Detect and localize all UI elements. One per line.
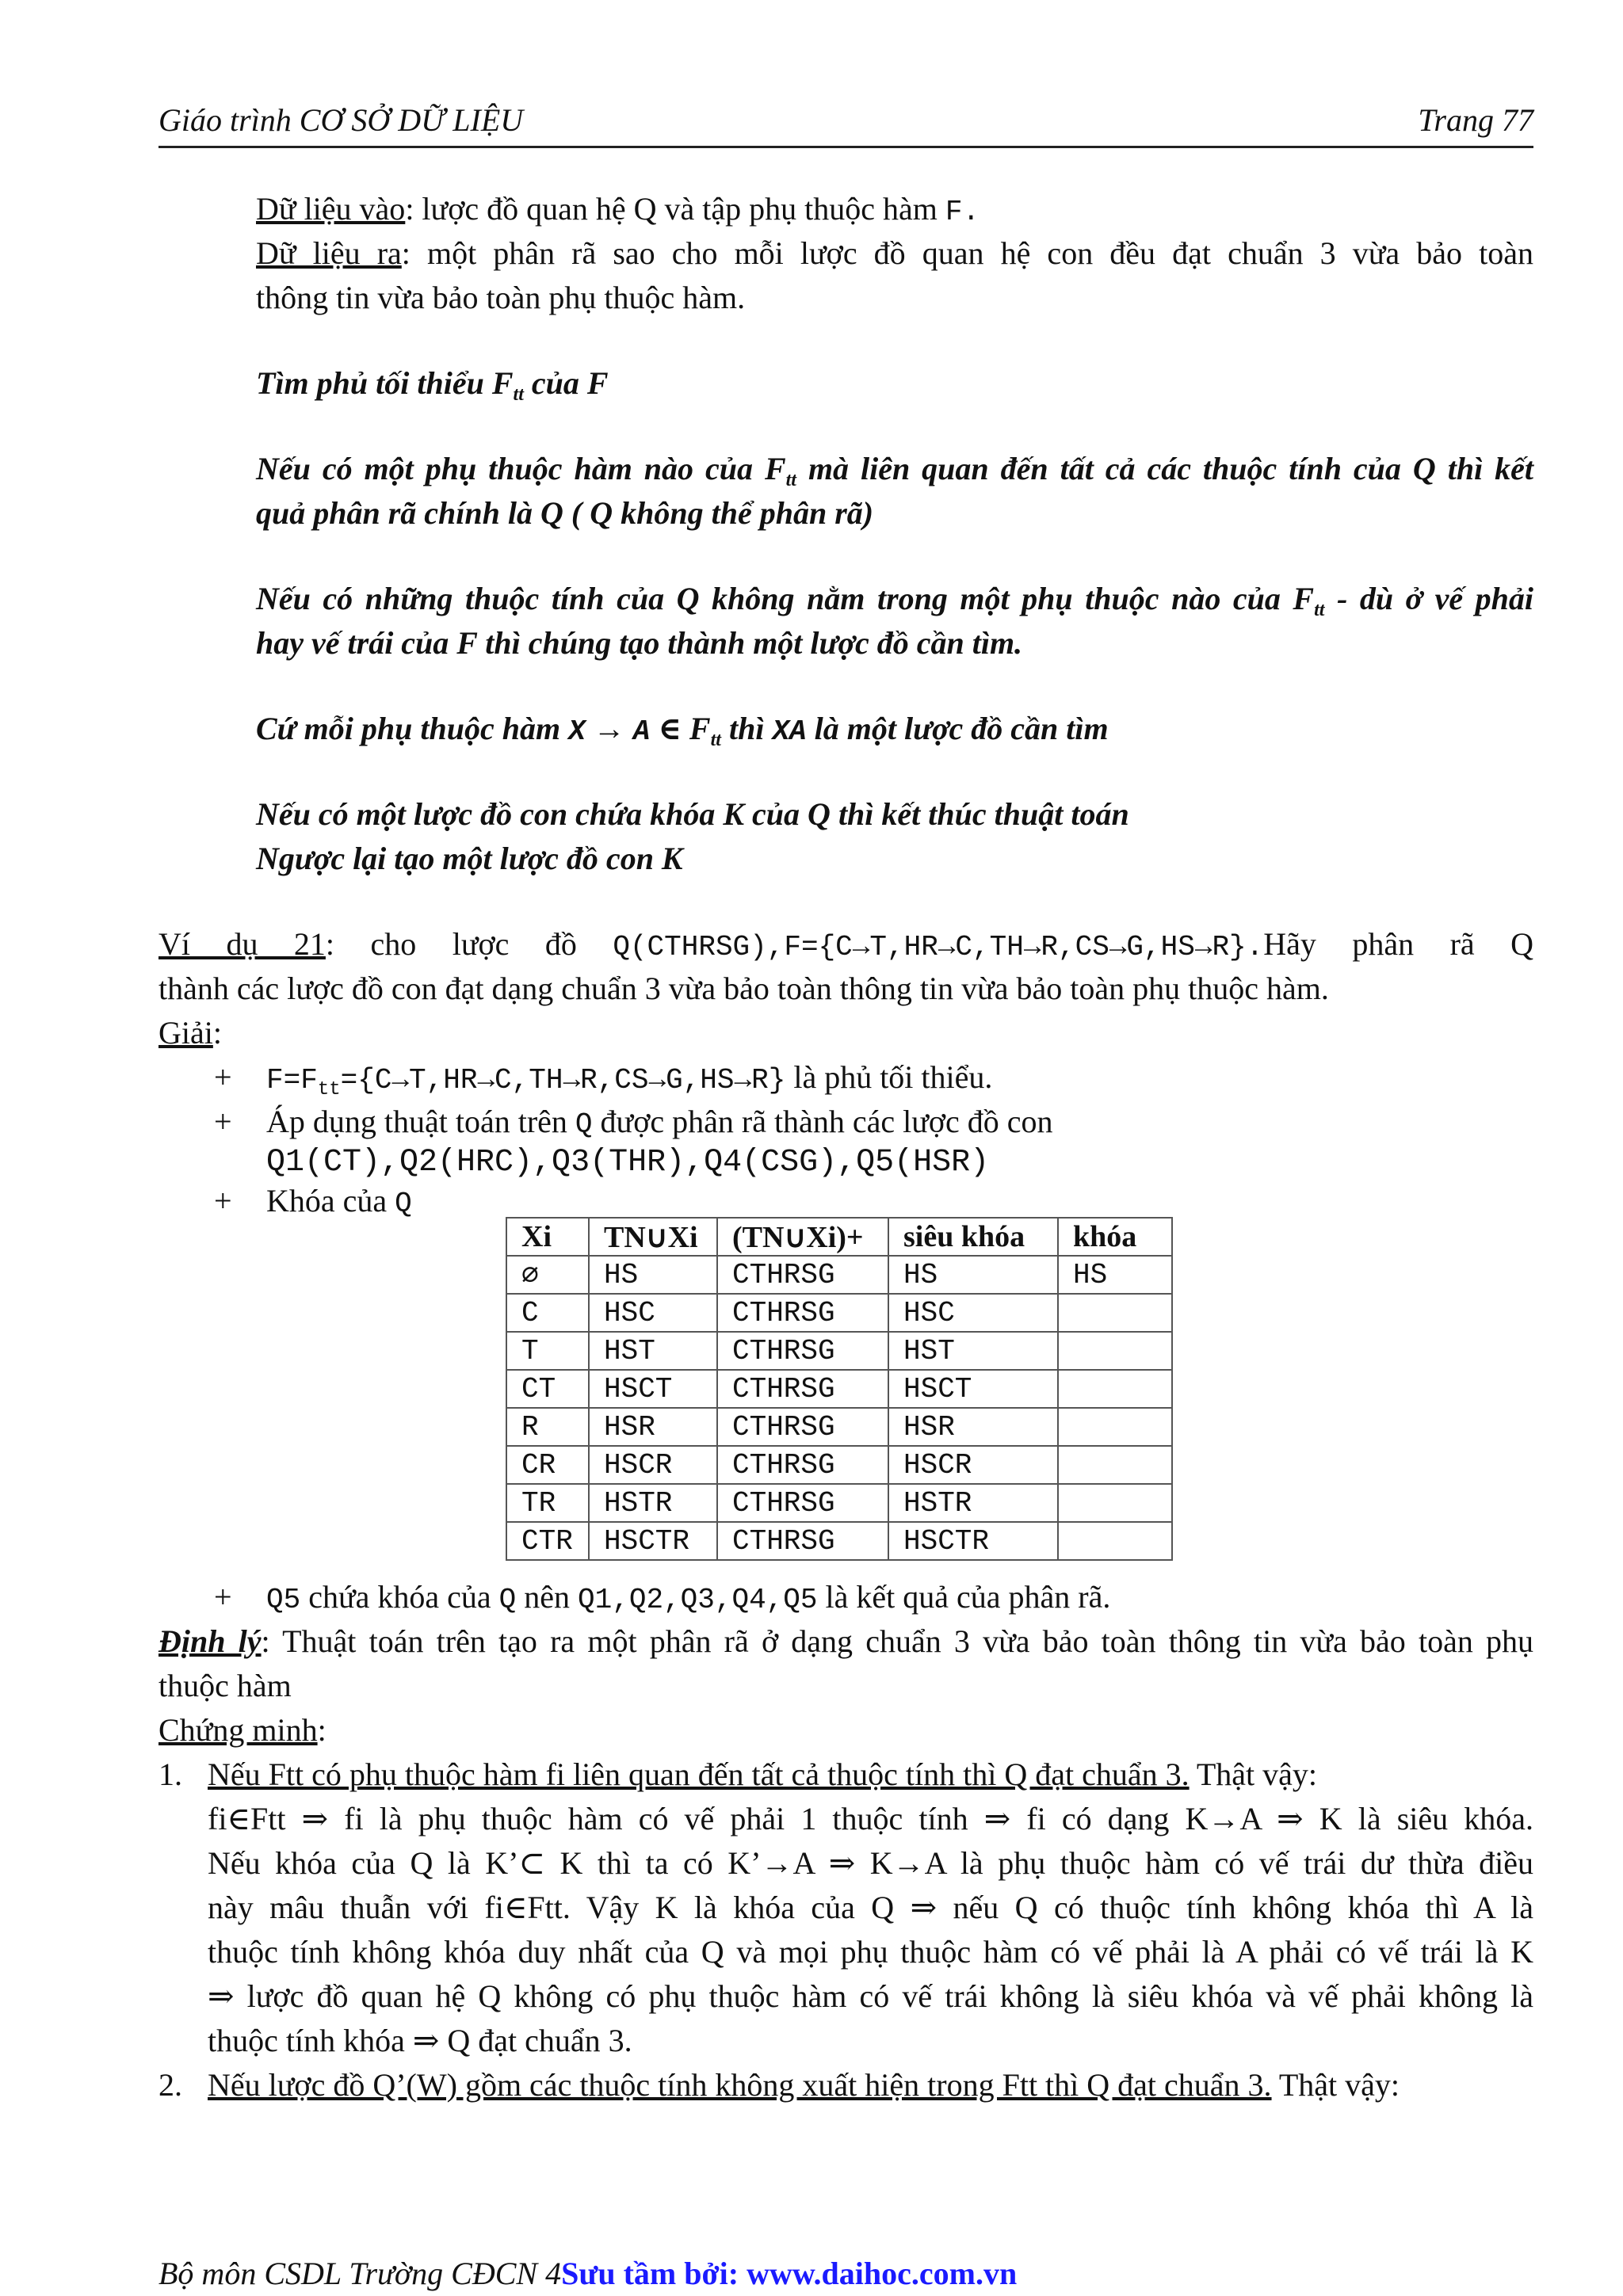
input-line	[256, 187, 1533, 235]
bullet-2-text-b: được phân rã thành các lược đồ con	[592, 1104, 1053, 1139]
cell	[1058, 1408, 1172, 1446]
proof-2-number: 2.	[158, 2067, 182, 2103]
step-2-text-b: mà liên quan đến tất cả các thuộc tính của Q thì kết	[796, 451, 1533, 486]
key-table	[506, 1217, 1173, 1561]
bullet-1	[266, 1055, 992, 1103]
example-line-2: thành các lược đồ con đạt dạng chuẩn 3 vừa bảo toàn thông tin vừa bảo toàn phụ thuộc hàm.	[158, 971, 1329, 1006]
cell: HSR	[589, 1408, 717, 1446]
table-row	[506, 1522, 1172, 1560]
bullet-3	[266, 1179, 412, 1226]
bullet-4-list: Q1,Q2,Q3,Q4,Q5	[578, 1584, 818, 1616]
proof-1-line-3: Nếu khóa của Q là K’⊂ K thì ta có K’→A ⇒ K→A là phụ thuộc hàm có vế trái dư thừa điều	[208, 1845, 1533, 1881]
solution-label: Giải	[158, 1015, 213, 1051]
cell: CR	[506, 1446, 589, 1484]
cell: HSCT	[589, 1370, 717, 1408]
step-3-line-2: hay vế trái của F thì chúng tạo thành một lược đồ cần tìm.	[256, 625, 1023, 661]
proof-1-line-6: ⇒ lược đồ quan hệ Q không có phụ thuộc hàm có vế trái không là siêu khóa và vế phải không là	[208, 1978, 1533, 2014]
step-4-text-b: thì	[720, 711, 773, 746]
page-footer	[158, 2255, 1017, 2292]
cell	[1058, 1446, 1172, 1484]
step-2-line-2: quả phân rã chính là Q ( Q không thể phân rã)	[256, 495, 874, 531]
step-4-text-c: là một lược đồ cần tìm	[806, 711, 1109, 746]
proof-1-line-5: thuộc tính không khóa duy nhất của Q và mọi phụ thuộc hàm có vế phải là A phải có vế trái là K	[208, 1934, 1533, 1970]
table-header-row	[506, 1218, 1172, 1256]
cell: HSCT	[888, 1370, 1058, 1408]
cell: CTHRSG	[717, 1294, 888, 1332]
bullet-1-code-b: ={C→T,HR→C,TH→R,CS→G,HS→R}	[340, 1064, 786, 1097]
step-3-sub: tt	[1314, 600, 1325, 620]
col-closure: (TN∪Xi)+	[717, 1218, 888, 1256]
cell: HSTR	[888, 1484, 1058, 1522]
solution-heading	[158, 1011, 222, 1055]
solution-colon: :	[212, 1015, 222, 1051]
proof-label: Chứng minh	[158, 1712, 318, 1748]
table-row	[506, 1370, 1172, 1408]
cell: HSCTR	[589, 1522, 717, 1560]
proof-1-line-1	[208, 1753, 1317, 1797]
bullet-4	[266, 1575, 1110, 1623]
cell: HSC	[589, 1294, 717, 1332]
table-row	[506, 1446, 1172, 1484]
footer-text: Bộ môn CSDL Trường CĐCN 4	[158, 2256, 562, 2291]
bullet-3-marker: +	[214, 1183, 232, 1219]
bullet-4-q5: Q5	[266, 1584, 301, 1616]
cell: HS	[1058, 1256, 1172, 1294]
proof-2-line-1	[208, 2063, 1400, 2107]
cell: CTHRSG	[717, 1446, 888, 1484]
header-title: Giáo trình CƠ SỞ DỮ LIỆU	[158, 102, 524, 138]
example-text-b: Hãy phân rã Q	[1263, 926, 1533, 962]
table-row	[506, 1408, 1172, 1446]
cell: HSCTR	[888, 1522, 1058, 1560]
proof-1-line-2: fi∈Ftt ⇒ fi là phụ thuộc hàm có vế phải 1 thuộc tính ⇒ fi có dạng K→A ⇒ K là siêu khóa.	[208, 1801, 1533, 1836]
bullet-1-marker: +	[214, 1059, 232, 1095]
bullet-2-q: Q	[575, 1108, 593, 1141]
cell: CTHRSG	[717, 1522, 888, 1560]
step-4-x: X	[568, 715, 586, 748]
input-f: F.	[945, 196, 980, 228]
theorem-label: Định lý	[158, 1623, 262, 1659]
bullet-2-list: Q1(CT),Q2(HRC),Q3(THR),Q4(CSG),Q5(HSR)	[266, 1145, 990, 1180]
col-xi: Xi	[506, 1218, 589, 1256]
proof-1-end: Thật vậy:	[1189, 1756, 1318, 1792]
cell: HS	[888, 1256, 1058, 1294]
cell	[1058, 1522, 1172, 1560]
cell	[1058, 1370, 1172, 1408]
cell	[1058, 1332, 1172, 1370]
table-row	[506, 1256, 1172, 1294]
step-4	[256, 707, 1109, 754]
step-3-line-1	[256, 577, 1533, 621]
cell: HST	[888, 1332, 1058, 1370]
step-2-line-1	[256, 447, 1533, 491]
cell: C	[506, 1294, 589, 1332]
step-4-xa: XA	[772, 715, 807, 748]
bullet-4-text-c: là kết quả của phân rã.	[817, 1579, 1111, 1615]
step-1-sub: tt	[513, 384, 524, 405]
step-4-arrow: →	[585, 711, 633, 746]
step-4-sub: tt	[710, 730, 721, 750]
output-text: : một phân rã sao cho mỗi lược đồ quan hệ con đều đạt chuẩn 3 vừa bảo toàn	[401, 235, 1533, 271]
cell: HSCR	[888, 1446, 1058, 1484]
page-number: Trang 77	[1418, 102, 1533, 138]
col-superkey: siêu khóa	[888, 1218, 1058, 1256]
cell: R	[506, 1408, 589, 1446]
step-1-end: của F	[523, 365, 609, 401]
page-header	[158, 101, 1533, 148]
bullet-2-text-a: Áp dụng thuật toán trên	[266, 1104, 575, 1139]
theorem-line-2: thuộc hàm	[158, 1668, 292, 1703]
example-line-1	[158, 922, 1533, 970]
bullet-4-text-b: nên	[516, 1579, 579, 1615]
bullet-2	[266, 1100, 1053, 1147]
table-row	[506, 1484, 1172, 1522]
bullet-4-q: Q	[498, 1584, 517, 1616]
proof-1-number: 1.	[158, 1756, 182, 1792]
proof-colon: :	[317, 1712, 327, 1748]
table-row	[506, 1332, 1172, 1370]
step-5-line-2: Ngược lại tạo một lược đồ con K	[256, 841, 683, 876]
bullet-4-text-a: chứa khóa của	[300, 1579, 499, 1615]
proof-1-line-7: thuộc tính khóa ⇒ Q đạt chuẩn 3.	[208, 2023, 632, 2058]
step-4-a: A	[632, 715, 651, 748]
step-5-line-1: Nếu có một lược đồ con chứa khóa K của Q thì kết thúc thuật toán	[256, 796, 1129, 832]
cell	[1058, 1484, 1172, 1522]
output-line-1	[256, 231, 1533, 276]
bullet-3-text: Khóa của	[266, 1183, 395, 1219]
cell: CTHRSG	[717, 1484, 888, 1522]
proof-1-line-4: này mâu thuẫn với fi∈Ftt. Vậy K là khóa của Q ⇒ nếu Q có thuộc tính không khóa thì A là	[208, 1890, 1533, 1925]
bullet-1-sub: tt	[317, 1079, 341, 1100]
step-1-text: Tìm phủ tối thiểu F	[256, 365, 514, 401]
col-tn-xi: TN∪Xi	[589, 1218, 717, 1256]
step-4-text-a: Cứ mỗi phụ thuộc hàm	[256, 711, 569, 746]
input-text: : lược đồ quan hệ Q và tập phụ thuộc hàm	[405, 191, 945, 227]
example-label: Ví dụ 21	[158, 926, 326, 962]
cell: CTHRSG	[717, 1332, 888, 1370]
cell: HSTR	[589, 1484, 717, 1522]
table-row	[506, 1294, 1172, 1332]
bullet-3-q: Q	[395, 1188, 412, 1220]
step-4-in: ∈ F	[650, 711, 711, 746]
bullet-2-marker: +	[214, 1104, 232, 1139]
col-key: khóa	[1058, 1218, 1172, 1256]
cell: HS	[589, 1256, 717, 1294]
cell: T	[506, 1332, 589, 1370]
bullet-1-text: là phủ tối thiểu.	[785, 1059, 993, 1095]
input-label: Dữ liệu vào	[256, 191, 406, 227]
cell: TR	[506, 1484, 589, 1522]
cell: HSR	[888, 1408, 1058, 1446]
cell: CTHRSG	[717, 1256, 888, 1294]
cell: CTHRSG	[717, 1408, 888, 1446]
bullet-4-marker: +	[214, 1579, 232, 1615]
cell: CTHRSG	[717, 1370, 888, 1408]
step-1	[256, 361, 609, 406]
proof-heading	[158, 1708, 327, 1753]
cell: HSCR	[589, 1446, 717, 1484]
cell: ∅	[506, 1256, 589, 1294]
proof-2-end: Thật vậy:	[1271, 2067, 1400, 2103]
step-2-text-a: Nếu có một phụ thuộc hàm nào của F	[256, 451, 786, 486]
cell: HSC	[888, 1294, 1058, 1332]
cell: CTR	[506, 1522, 589, 1560]
proof-1-claim: Nếu Ftt có phụ thuộc hàm fi liên quan đến tất cả thuộc tính thì Q đạt chuẩn 3.	[208, 1756, 1190, 1792]
theorem-line-1	[158, 1619, 1533, 1664]
step-3-text-b: - dù ở vế phải	[1324, 581, 1534, 616]
theorem-text: : Thuật toán trên tạo ra một phân rã ở dạng chuẩn 3 vừa bảo toàn thông tin vừa bảo toàn phụ	[261, 1623, 1534, 1659]
step-3-text-a: Nếu có những thuộc tính của Q không nằm trong một phụ thuộc nào của F	[256, 581, 1315, 616]
output-label: Dữ liệu ra	[256, 235, 402, 271]
step-2-sub: tt	[785, 470, 796, 490]
cell: HST	[589, 1332, 717, 1370]
example-code: Q(CTHRSG),F={C→T,HR→C,TH→R,CS→G,HS→R}.	[613, 931, 1264, 963]
cell: CT	[506, 1370, 589, 1408]
cell	[1058, 1294, 1172, 1332]
bullet-1-code-a: F=F	[266, 1064, 318, 1097]
footer-source: Sưu tầm bởi: www.daihoc.com.vn	[561, 2256, 1018, 2291]
proof-2-claim: Nếu lược đồ Q’(W) gồm các thuộc tính không xuất hiện trong Ftt thì Q đạt chuẩn 3.	[208, 2067, 1272, 2103]
example-text-a: : cho lược đồ	[325, 926, 613, 962]
output-line-2: thông tin vừa bảo toàn phụ thuộc hàm.	[256, 280, 746, 315]
